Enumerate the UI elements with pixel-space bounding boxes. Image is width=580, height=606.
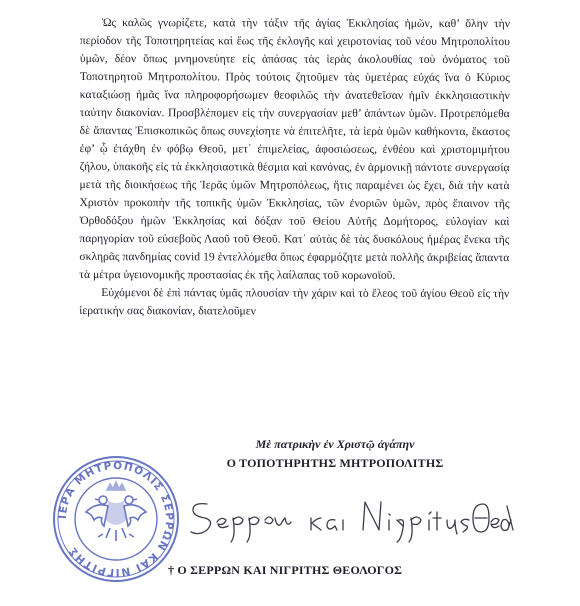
seal-inscription: ΙΕΡΑ ΜΗΤΡΟΠΟΛΙΣ ΣΕΡΡΩΝ ΚΑΙ ΝΙΓΡΙΤΗΣ bbox=[56, 459, 176, 579]
letter-body bbox=[79, 14, 510, 321]
signatory-printed-name: † Ο ΣΕΡΡΩΝ ΚΑΙ ΝΙΓΡΙΤΗΣ ΘΕΟΛΟΓΟΣ bbox=[168, 563, 403, 577]
letter-paragraph-1: Ὡς καλῶς γνωρίζετε, κατὰ τὴν τάξιν τῆς ἁγίας Ἐκκλησίας ἡμῶν, καθ’ ὅλην τὴν περίοδον τῆς Τοποτηρητείας καὶ ἕως τῆς ἐκλογῆς καὶ χειροτονίας τοῦ νέου Μητροπολίτου ὑμῶν, δέον ὅπως μνημονεύητε εἰς ἁπάσας τὰς ἱερὰς ἀκολουθίας τοὺ ὀνόματος τοῦ Τοποτηρητοῦ Μητροπολίτου. Πρὸς τούτοις ζητοῦμεν τὰς ὑμετέρας εὐχάς ἵνα ὁ Κύριος καταξιώσῃ ἡμᾶς ἵνα πληροφορήσωμεν θεοφιλῶς τὴν ἀνατεθεῖσαν ἡμῖν ἐκκλησιαστικὴν ταύτην διακονίαν. Προσβλέπομεν εἰς τὴν συνεργασίαν μεθ’ ἁπάντων ὑμῶν. Προτρεπόμεθα δὲ ἅπαντας Ἐπισκοπικῶς ὅπως συνεχίσητε νὰ ἐπιτελῆτε, τὰ ἱερὰ ὑμῶν καθήκοντα, ἕκαστος ἐφ’ ᾧ ἐτάχθη ἐν φόβῳ Θεοῦ, μετ΄ ἐπιμελείας, ἀφοσιώσεως, ἐνθέου καὶ χριστομιμήτου ζήλου, ὑπακοῆς εἰς τὰ ἐκκλησιαστικὰ θέσμια καὶ κανόνας, ἐν ἁρμονικῇ πάντοτε συνεργασίᾳ μετὰ τῆς διοικήσεως τῆς Ἱερᾶς ὑμῶν Μητροπόλεως, ἥτις παραμένει ὡς ἔχει, διὰ τὴν κατὰ Χριστὸν προκοπὴν τῆς τοπικῆς ὑμῶν Ἐκκλησίας, τῶν ἐνοριῶν ὑμῶν, πρὸς ἔπαινον τῆς Ὀρθοδόξου ἡμῶν Ἐκκλησίας καὶ δόξαν τοῦ Θείου Αὐτῆς Δομήτορος, εὐλογίαν καὶ παρηγορίαν τοῦ εὐσεβοῦς Λαοῦ τοῦ Θεοῦ. Κατ΄ αὐτὰς δὲ τὰς δυσκόλους ἡμέρας ἕνεκα τῆς σκληρᾶς πανδημίας covid 19 ἐντελλόμεθα ὅπως ἐφαρμόζητε μετὰ πολλῆς ἀκριβείας ἅπαντα τὰ μέτρα ὑγειονομικῆς προστασίας ἐκ τῆς λαίλαπας τοῦ κορωνοϊοῦ. bbox=[79, 16, 510, 282]
letter-paragraph-2: Εὐχόμενοι δὲ ἐπὶ πάντας ὑμᾶς πλουσίαν τὴν χάριν καὶ τὸ ἔλεος τοῦ ἁγίου Θεοῦ εἰς τὴν ἱερατικήν σας διακονίαν, διατελοῦμεν bbox=[79, 286, 510, 318]
closing-greeting: Μὲ πατρικὴν ἐν Χριστῷ ἀγάπην bbox=[255, 437, 415, 451]
signature-block-header bbox=[170, 437, 500, 471]
handwritten-signature bbox=[185, 496, 515, 546]
metropolis-seal-stamp bbox=[51, 454, 181, 584]
signatory-role: Ο ΤΟΠΟΤΗΡΗΤΗΣ ΜΗΤΡΟΠΟΛΙΤΗΣ bbox=[226, 456, 444, 470]
double-headed-eagle-icon bbox=[86, 482, 146, 541]
